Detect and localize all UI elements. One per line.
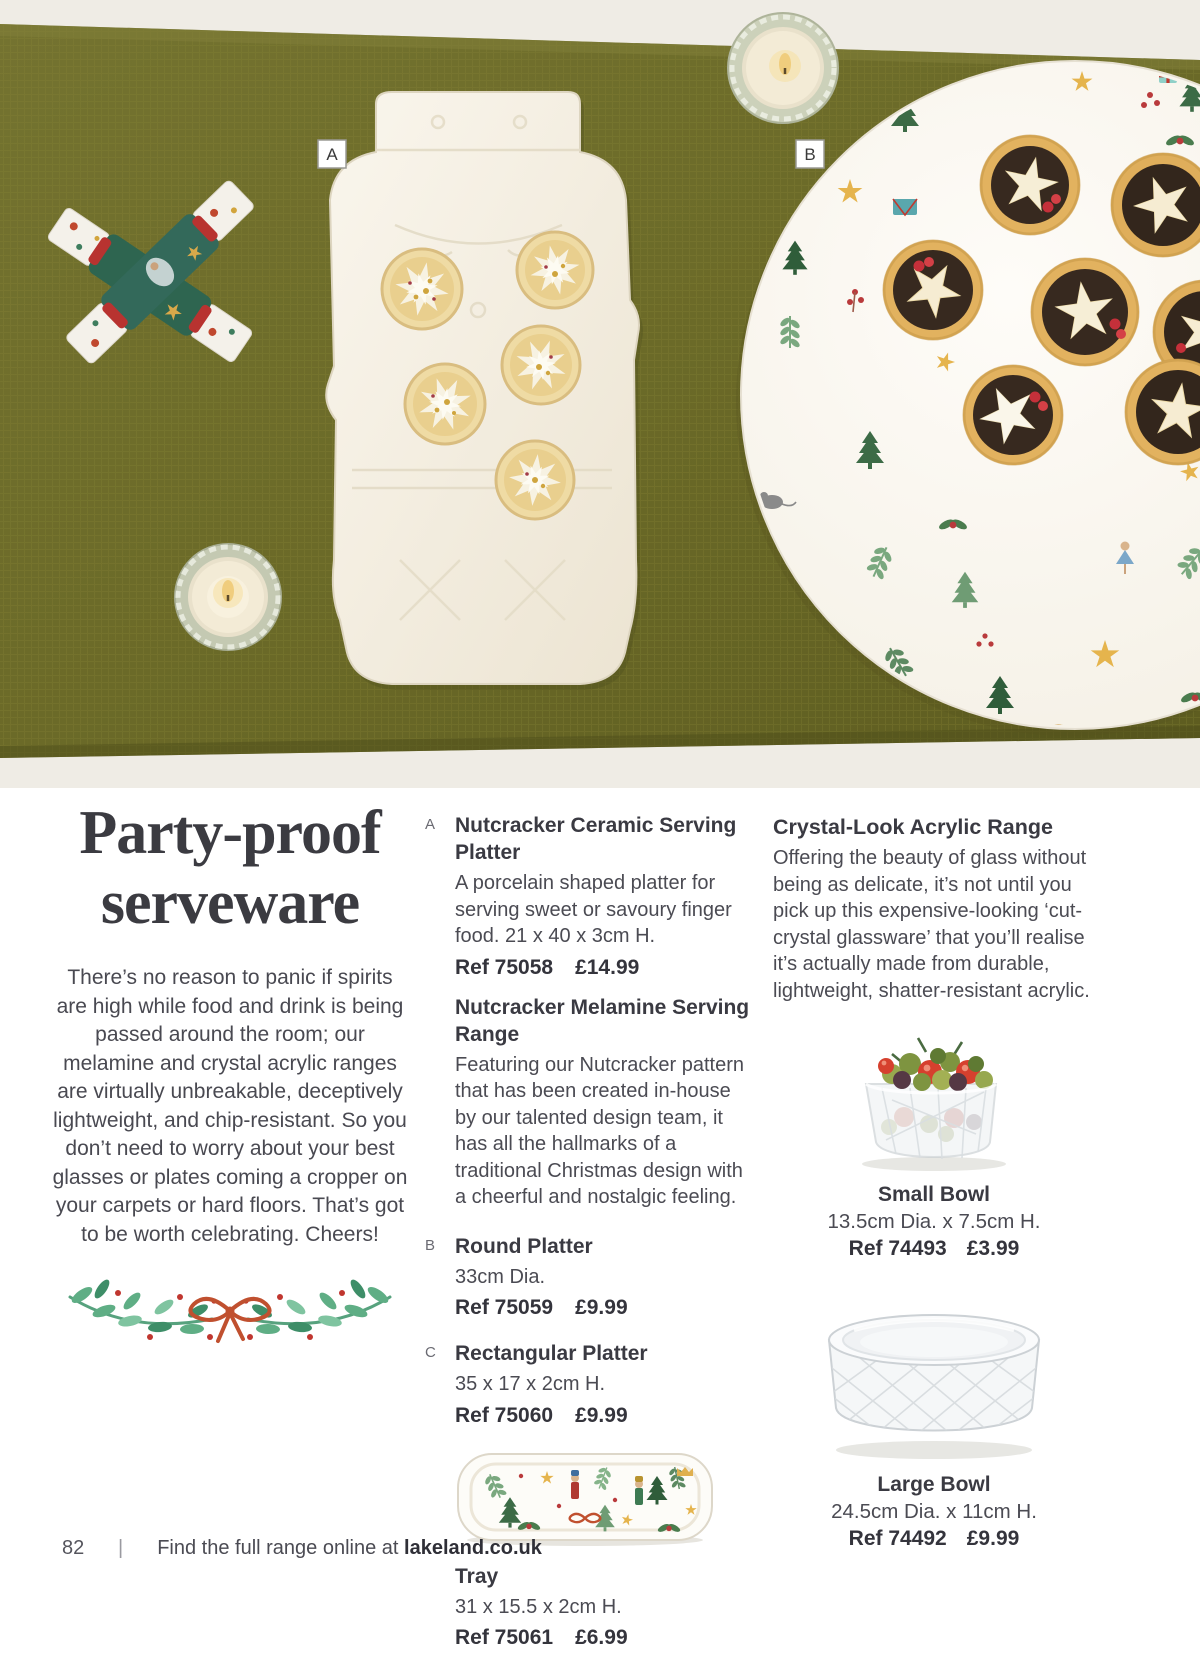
small-bowl-illustration — [834, 1022, 1034, 1174]
large-bowl-illustration — [804, 1286, 1064, 1464]
intro-text: There’s no reason to panic if spirits are high while food and drink is being passed around the room; our melamine and crystal acrylic ranges are virtually unbreakable, deceptively lightweight, and chip-resistant. So you don’t need to worry about your best glasses or plates coming a cropper on your carpets or hard floors. That’s got to be worth celebrating. Cheers! — [52, 966, 408, 1246]
page-footer — [62, 1537, 542, 1560]
product-rectangular-platter — [425, 1340, 757, 1428]
product-ref-price — [455, 1404, 757, 1428]
product-name: Nutcracker Ceramic Serving Platter — [455, 814, 737, 864]
product-ref: Ref 75059 — [455, 1296, 554, 1319]
large-bowl-block — [773, 1286, 1095, 1552]
product-ref-price — [773, 1525, 1095, 1552]
product-name: Round Platter — [455, 1234, 593, 1258]
product-ref-price — [455, 956, 757, 980]
label-b — [796, 140, 824, 168]
product-ref: Ref 74492 — [848, 1527, 947, 1550]
page-title-line2: serveware — [100, 869, 360, 937]
product-description: 35 x 17 x 2cm H. — [455, 1373, 606, 1395]
product-ref: Ref 75058 — [455, 955, 554, 979]
product-letter: B — [425, 1236, 436, 1254]
hero-photo-illustration — [0, 0, 1200, 788]
product-size: 24.5cm Dia. x 11cm H. — [831, 1500, 1037, 1523]
product-ref: Ref 74493 — [848, 1237, 947, 1260]
product-name: Small Bowl — [877, 1183, 991, 1206]
product-description: 33cm Dia. — [455, 1265, 546, 1288]
product-nutcracker-ceramic-platter — [425, 812, 757, 980]
nutcracker-platter — [326, 92, 643, 690]
product-name: Rectangular Platter — [455, 1342, 648, 1365]
product-letter: A — [425, 816, 436, 833]
product-price: £9.99 — [575, 1296, 628, 1319]
product-ref-price — [455, 1296, 757, 1320]
product-price: £6.99 — [575, 1626, 628, 1649]
page-title-line1: Party-proof — [79, 799, 381, 867]
tealight-candle-left — [175, 544, 281, 650]
small-bowl-block — [773, 1022, 1095, 1262]
footer-brand-link[interactable]: lakeland.co.uk — [404, 1537, 542, 1559]
product-name: Large Bowl — [877, 1473, 991, 1496]
footer-divider: | — [118, 1537, 124, 1559]
product-price: £9.99 — [575, 1403, 628, 1427]
crystal-column — [773, 800, 1103, 1552]
small-bowl-product-image — [773, 1022, 1095, 1179]
footer-text — [157, 1537, 542, 1560]
products-column — [425, 800, 757, 1664]
drum-motif — [893, 199, 917, 215]
product-ref: Ref 75061 — [455, 1626, 554, 1649]
product-nutcracker-melamine-range — [425, 994, 757, 1211]
svg-text:A: A — [326, 145, 338, 164]
product-price: £3.99 — [966, 1237, 1020, 1260]
product-price: £9.99 — [966, 1527, 1020, 1550]
tealight-candle-top — [728, 13, 838, 123]
product-ref-price — [773, 1235, 1095, 1262]
range-heading: Crystal-Look Acrylic Range — [773, 815, 1053, 839]
olives-and-tomatoes — [878, 1038, 993, 1091]
product-tray — [425, 1563, 757, 1651]
svg-text:B: B — [804, 145, 816, 164]
product-name: Tray — [455, 1564, 499, 1588]
product-price: £14.99 — [575, 955, 640, 979]
product-size: 13.5cm Dia. x 7.5cm H. — [827, 1210, 1041, 1233]
hero-photo — [0, 0, 1200, 788]
label-a — [318, 140, 346, 168]
holly-bow-icon — [62, 1267, 398, 1353]
page-number: 82 — [62, 1537, 85, 1559]
product-description: 31 x 15.5 x 2cm H. — [455, 1595, 622, 1618]
product-description: Featuring our Nutcracker pattern that has been created in-house by our talented design team, it has all the hallmarks of a traditional Christmas design with a cheerful and nostalgic feeling. — [455, 1053, 745, 1208]
product-description: A porcelain shaped platter for serving sweet or savoury finger food. 21 x 40 x 3cm H. — [455, 872, 732, 947]
garland-illustration — [52, 1267, 408, 1358]
product-round-platter — [425, 1233, 757, 1321]
large-bowl-product-image — [773, 1286, 1095, 1469]
page-title — [52, 798, 408, 938]
range-description: Offering the beauty of glass without being as delicate, it’s not until you pick up this expensive-looking ‘cut-crystal glassware’ that you’ll realise it’s actually made from durable, lightweight, shatter-resistant acrylic. — [773, 847, 1090, 1002]
intro-column — [52, 798, 408, 1358]
tray-illustration — [455, 1448, 715, 1548]
footer-text-plain: Find the full range online at — [157, 1537, 405, 1559]
product-ref: Ref 75060 — [455, 1403, 554, 1427]
product-name: Nutcracker Melamine Serving Range — [455, 995, 750, 1046]
product-ref-price — [455, 1626, 757, 1650]
product-letter: C — [425, 1344, 436, 1361]
